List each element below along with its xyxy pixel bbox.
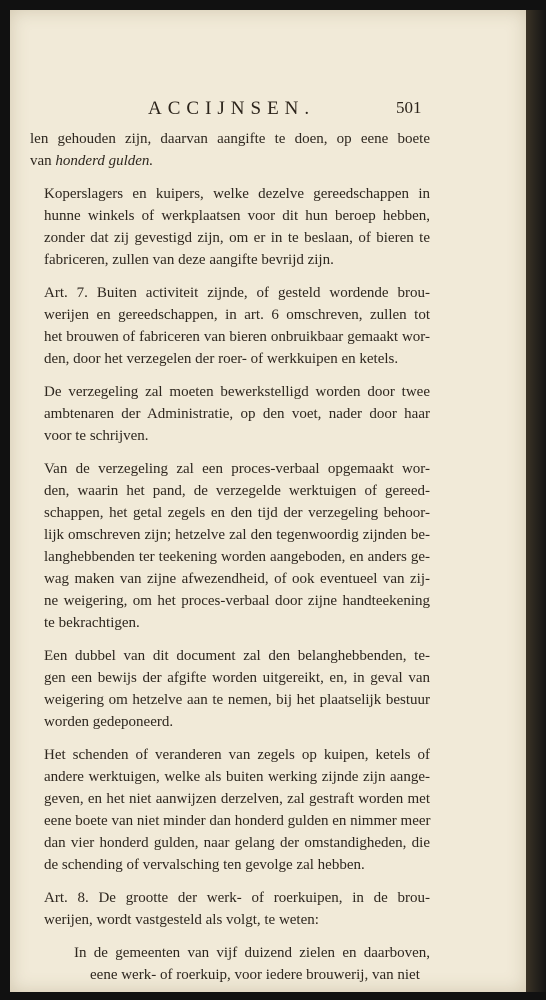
text-line: len gehouden zijn, daarvan aangifte te doen, op eene boete (30, 131, 430, 147)
text-line: Art. 8. De grootte der werk- of roerkuipen, in de brou- (44, 890, 430, 906)
paragraph (30, 744, 430, 876)
text-line: hunne winkels of werkplaatsen voor dit hun beroep hebben, (44, 208, 430, 224)
text-line: worden gedeponeerd. (44, 714, 174, 730)
text-line: dan vier honderd gulden, naar gelang der omstandigheden, die (44, 835, 430, 851)
text-line: Art. 7. Buiten activiteit zijnde, of gesteld wordende brou- (44, 285, 430, 301)
paragraph (30, 458, 430, 634)
text-line: de schending of vervalsching ten gevolge zal hebben. (44, 857, 365, 873)
text-line: In de gemeenten van vijf duizend zielen en daarboven, (74, 945, 430, 961)
text-line: wag maken van zijne afwezendheid, of ook eventueel van zij- (44, 571, 430, 587)
text-line: ambtenaren der Administratie, op den voet, nader door haar (44, 406, 430, 422)
page-number: 501 (396, 98, 422, 117)
text-line: lijk omschreven zijn; hetzelve zal den tegenwoordig zijnden be- (44, 527, 430, 543)
running-head: ACCIJNSEN. (148, 98, 316, 119)
paragraph (30, 128, 430, 172)
text-line: werijen en gereedschappen, in art. 6 omschreven, zullen tot (44, 307, 430, 323)
page-edge-shadow (526, 10, 546, 992)
page-header (10, 98, 526, 120)
italic-amount: honderd gulden. (55, 153, 154, 169)
paragraph (30, 183, 430, 271)
text-line (30, 150, 430, 172)
text-line: voor te schrijven. (44, 428, 149, 444)
text-line: De verzegeling zal moeten bewerkstelligd worden door twee (44, 384, 430, 400)
text-line: werijen, wordt vastgesteld als volgt, te weten: (44, 912, 319, 928)
text-line: Van de verzegeling zal een proces-verbaal opgemaakt wor- (44, 461, 430, 477)
text-line: zonder dat zij gevestigd zijn, om er in te beslaan, of bieren te (44, 230, 430, 246)
text-line: het brouwen of fabriceren van bieren onbruikbaar gemaakt wor- (44, 329, 430, 345)
text-line: Een dubbel van dit document zal den belanghebbenden, te- (44, 648, 430, 664)
text-line: weigering om hetzelve aan te nemen, bij het plaatselijk bestuur (44, 692, 430, 708)
text-line: geven, en het niet aanwijzen derzelven, zal gestraft worden met (44, 791, 430, 807)
paragraph (30, 942, 430, 986)
text-line: ne weigering, om het proces-verbaal door zijne handteekening (44, 593, 430, 609)
text-line: gen een bewijs der afgifte worden uitgereikt, en, in geval van (44, 670, 430, 686)
text-line: den, door het verzegelen der roer- of werkkuipen en ketels. (44, 351, 399, 367)
book-page (10, 10, 526, 992)
paragraph (30, 645, 430, 733)
text-line: Koperslagers en kuipers, welke dezelve gereedschappen in (44, 186, 430, 202)
paragraph (30, 887, 430, 931)
text-line: te bekrachtigen. (44, 615, 140, 631)
text-line: schappen, het getal zegels en den tijd der verzegeling behoor- (44, 505, 430, 521)
paragraph (30, 282, 430, 370)
text-line: eene werk- of roerkuip, voor iedere brouwerij, van niet (90, 967, 420, 983)
text-line: langhebbenden ter teekening worden aangeboden, en anders ge- (44, 549, 430, 565)
text-line: andere werktuigen, welke als buiten werking zijnde zijn aange- (44, 769, 430, 785)
text-line: Het schenden of veranderen van zegels op kuipen, ketels of (44, 747, 430, 763)
text-line: fabriceren, zullen van deze aangifte bevrijd zijn. (44, 252, 334, 268)
text-line-start: van (30, 153, 56, 169)
text-line: eene boete van niet minder dan honderd gulden en nimmer meer (44, 813, 431, 829)
text-line: den, waarin het pand, de verzegelde werktuigen of gereed- (44, 483, 430, 499)
paragraph (30, 381, 430, 447)
body-text (30, 128, 430, 997)
